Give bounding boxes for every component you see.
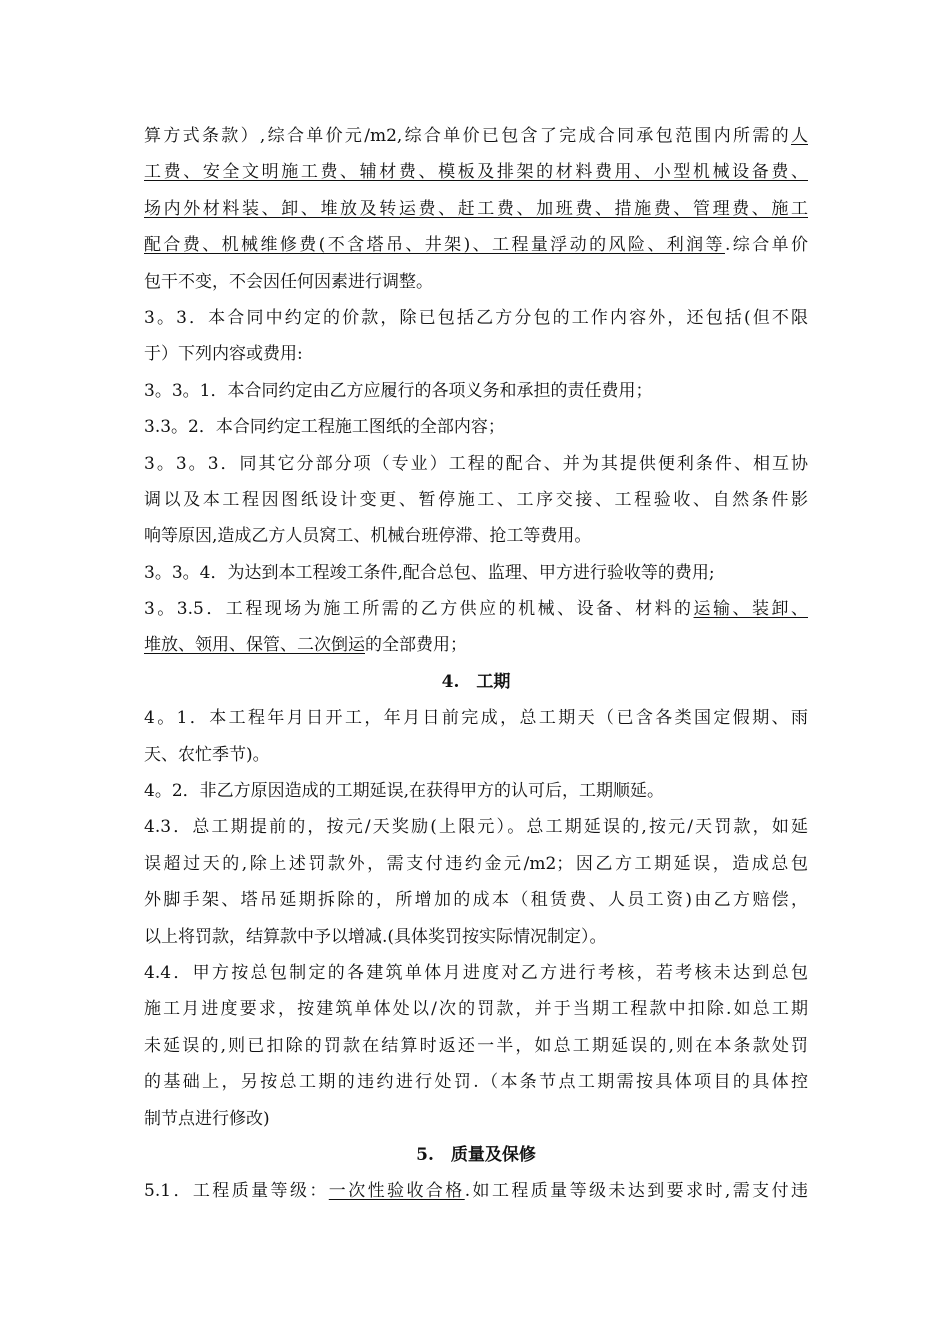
clause-3-3-4: 3。3。4．为达到本工程竣工条件,配合总包、监理、甲方进行验收等的费用; [144,562,715,583]
text-line: 响等原因,造成乙方人员窝工、机械台班停滞、抢工等费用。 [144,526,592,547]
text-line: 未延误的,则已扣除的罚款在结算时返还一半，如总工期延误的,则在本条款处罚 [144,1035,808,1056]
clause-3-3-1: 3。3。1．本合同约定由乙方应履行的各项义务和承担的责任费用； [144,380,653,401]
text-line: 算方式条款）,综合单价元/m2,综合单价已包含了完成合同承包范围内所需的人 [144,126,808,146]
text-line: 工费、安全文明施工费、辅材费、模板及排架的材料费用、小型机械设备费、 [144,162,808,183]
text-line: 于）下列内容或费用: [144,344,303,365]
section-heading-schedule: 4. 工期 [441,671,511,692]
clause-4-3: 4.3．总工期提前的，按元/天奖励(上限元）。总工期延误的,按元/天罚款，如延 [144,817,808,838]
text-line: 配合费、机械维修费(不含塔吊、井架)、工程量浮动的风险、利润等.综合单价 [144,235,809,256]
clause-4-1: 4。1．本工程年月日开工，年月日前完成，总工期天（已含各类国定假期、雨 [144,708,808,729]
text-line: 制节点进行修改) [144,1108,270,1129]
clause-3-3-2: 3.3。2．本合同约定工程施工图纸的全部内容； [144,417,505,438]
text-line: 包干不变，不会因任何因素进行调整。 [144,271,433,292]
clause-3-3-5: 3。3.5．工程现场为施工所需的乙方供应的机械、设备、材料的运输、装卸、 [144,599,808,620]
document-page [144,118,808,1210]
text-line: 场内外材料装、卸、堆放及转运费、赶工费、加班费、措施费、管理费、施工 [144,198,808,219]
text-line: 天、农忙季节)。 [144,744,270,765]
clause-4-2: 4。2．非乙方原因造成的工期延误,在获得甲方的认可后，工期顺延。 [144,781,665,802]
text-line: 外脚手架、塔吊延期拆除的，所增加的成本（租赁费、人员工资)由乙方赔偿， [144,890,808,911]
section-heading-quality: 5. 质量及保修 [416,1144,536,1165]
clause-3-3: 3。3．本合同中约定的价款，除已包括乙方分包的工作内容外，还包括(但不限 [144,307,808,328]
text-line: 施工月进度要求，按建筑单体处以/次的罚款，并于当期工程款中扣除.如总工期 [144,999,808,1020]
text-line: 以上将罚款，结算款中予以增减.(具体奖罚按实际情况制定）。 [144,926,607,947]
text-line: 的基础上，另按总工期的违约进行处罚.（本条节点工期需按具体项目的具体控 [144,1072,808,1093]
clause-3-3-3: 3。3。3．同其它分部分项（专业）工程的配合、并为其提供便利条件、相互协 [144,453,808,474]
text-line: 误超过天的,除上述罚款外，需支付违约金元/m2；因乙方工期延误，造成总包 [144,853,808,874]
text-line: 调以及本工程因图纸设计变更、暂停施工、工序交接、工程验收、自然条件影 [144,489,808,510]
clause-4-4: 4.4．甲方按总包制定的各建筑单体月进度对乙方进行考核，若考核未达到总包 [144,962,808,983]
text-line: 堆放、领用、保管、二次倒运的全部费用； [144,635,467,656]
clause-5-1: 5.1．工程质量等级：一次性验收合格.如工程质量等级未达到要求时,需支付违 [144,1181,808,1202]
